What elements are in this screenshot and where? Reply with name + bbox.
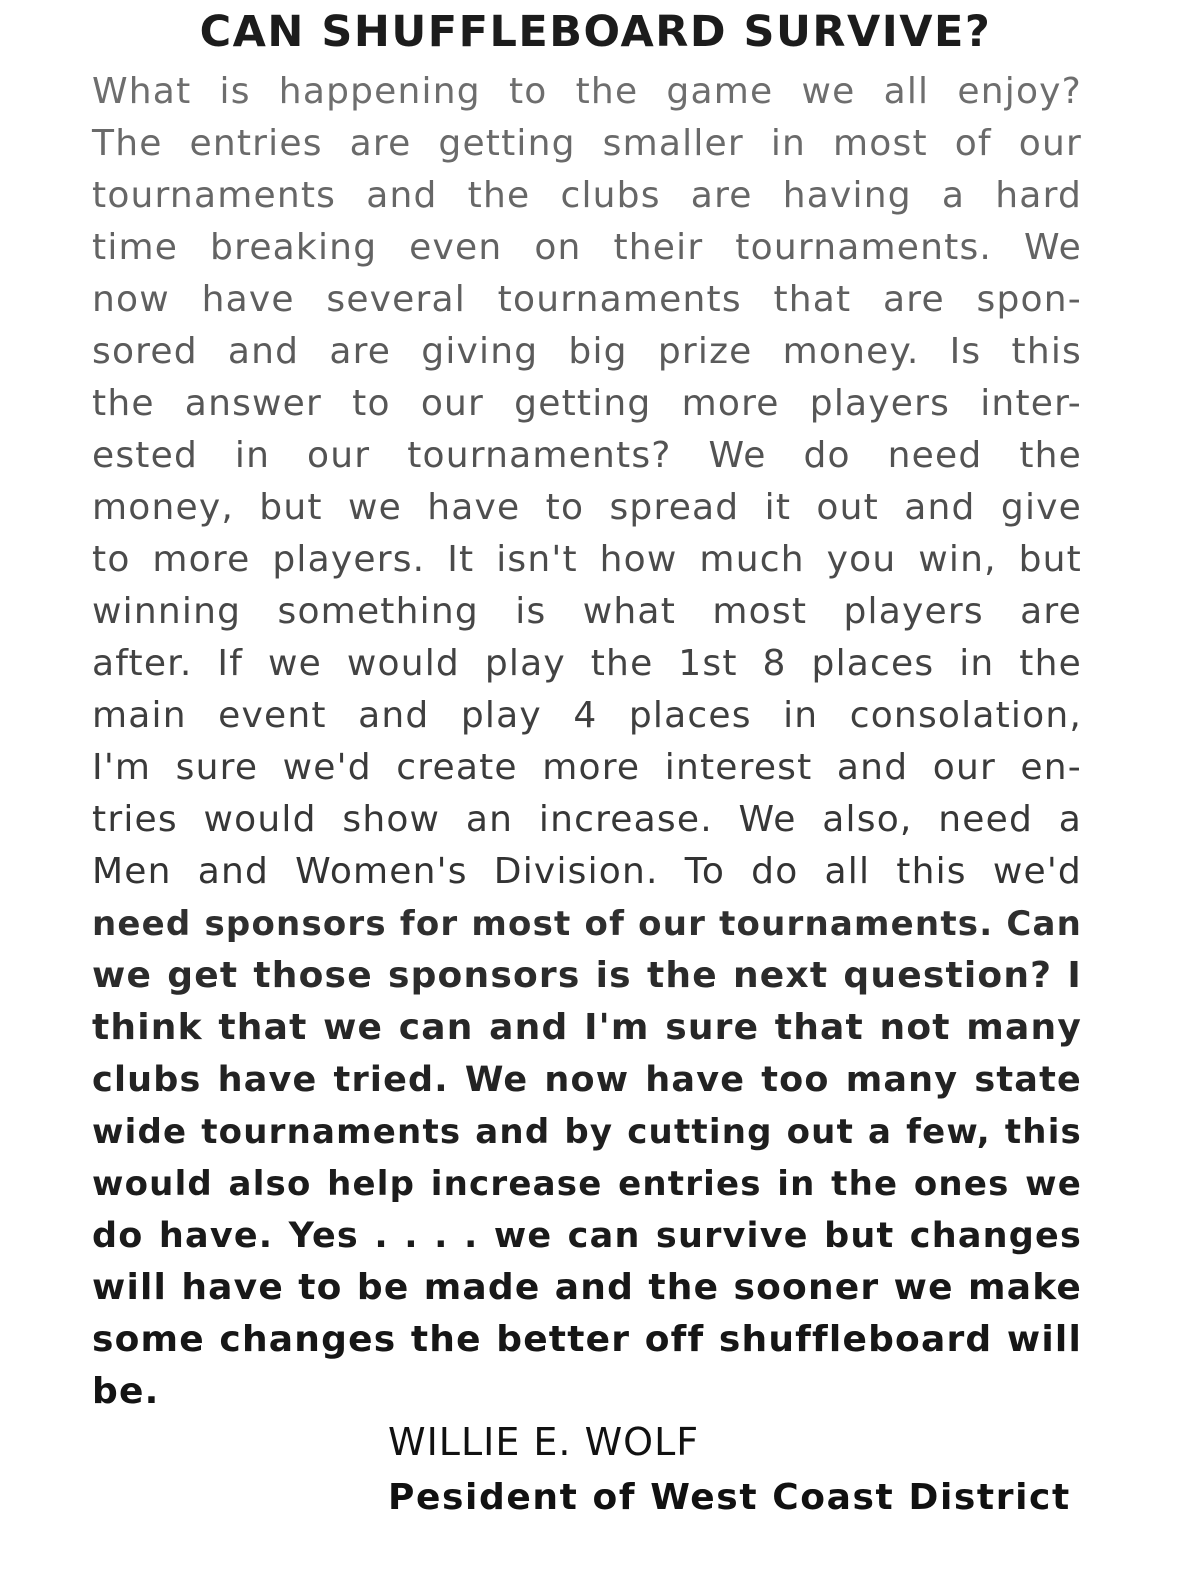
article-line: be. [92,1371,160,1412]
article-line: would also help increase entries in the ones we [92,1164,1082,1204]
article-line: What is happening to the game we all enjoy? [92,71,1082,112]
article-line: do have. Yes . . . . we can survive but changes [92,1216,1082,1256]
article-line: I'm sure we'd create more interest and our en- [92,747,1082,788]
article-line: tries would show an increase. We also, need a [92,799,1082,840]
article-line: money, but we have to spread it out and give [92,487,1082,528]
article-line: the answer to our getting more players inter- [92,383,1082,424]
article-line: wide tournaments and by cutting out a few, this [92,1112,1082,1152]
article-line: now have several tournaments that are spon- [92,279,1082,320]
signature-block [388,1414,1088,1526]
article-line: time breaking even on their tournaments. We [92,227,1082,268]
article-line: clubs have tried. We now have too many state [92,1060,1082,1100]
article-line: winning something is what most players are [92,591,1082,632]
article-line: will have to be made and the sooner we make [92,1267,1082,1308]
article-line: to more players. It isn't how much you win, but [92,539,1082,580]
author-name: WILLIE E. WOLF [388,1420,700,1464]
article-line: some changes the better off shuffleboard will [92,1319,1082,1360]
article-line: sored and are giving big prize money. Is this [92,331,1082,372]
article-line: Men and Women's Division. To do all this we'd [92,851,1082,892]
author-title: Pesident of West Coast District [388,1477,1071,1518]
article-line: after. If we would play the 1st 8 places in the [92,643,1082,684]
article-line: ested in our tournaments? We do need the [92,435,1082,476]
article-line: think that we can and I'm sure that not many [92,1007,1082,1048]
article-line: The entries are getting smaller in most of our [92,123,1082,164]
article-line: we get those sponsors is the next question? I [92,955,1082,996]
article-line: tournaments and the clubs are having a hard [92,175,1082,216]
article-headline: CAN SHUFFLEBOARD SURVIVE? [199,7,992,57]
article-body [92,66,1082,1418]
article-line: main event and play 4 places in consolation, [92,695,1082,736]
article-line: need sponsors for most of our tournaments. Can [92,904,1083,944]
